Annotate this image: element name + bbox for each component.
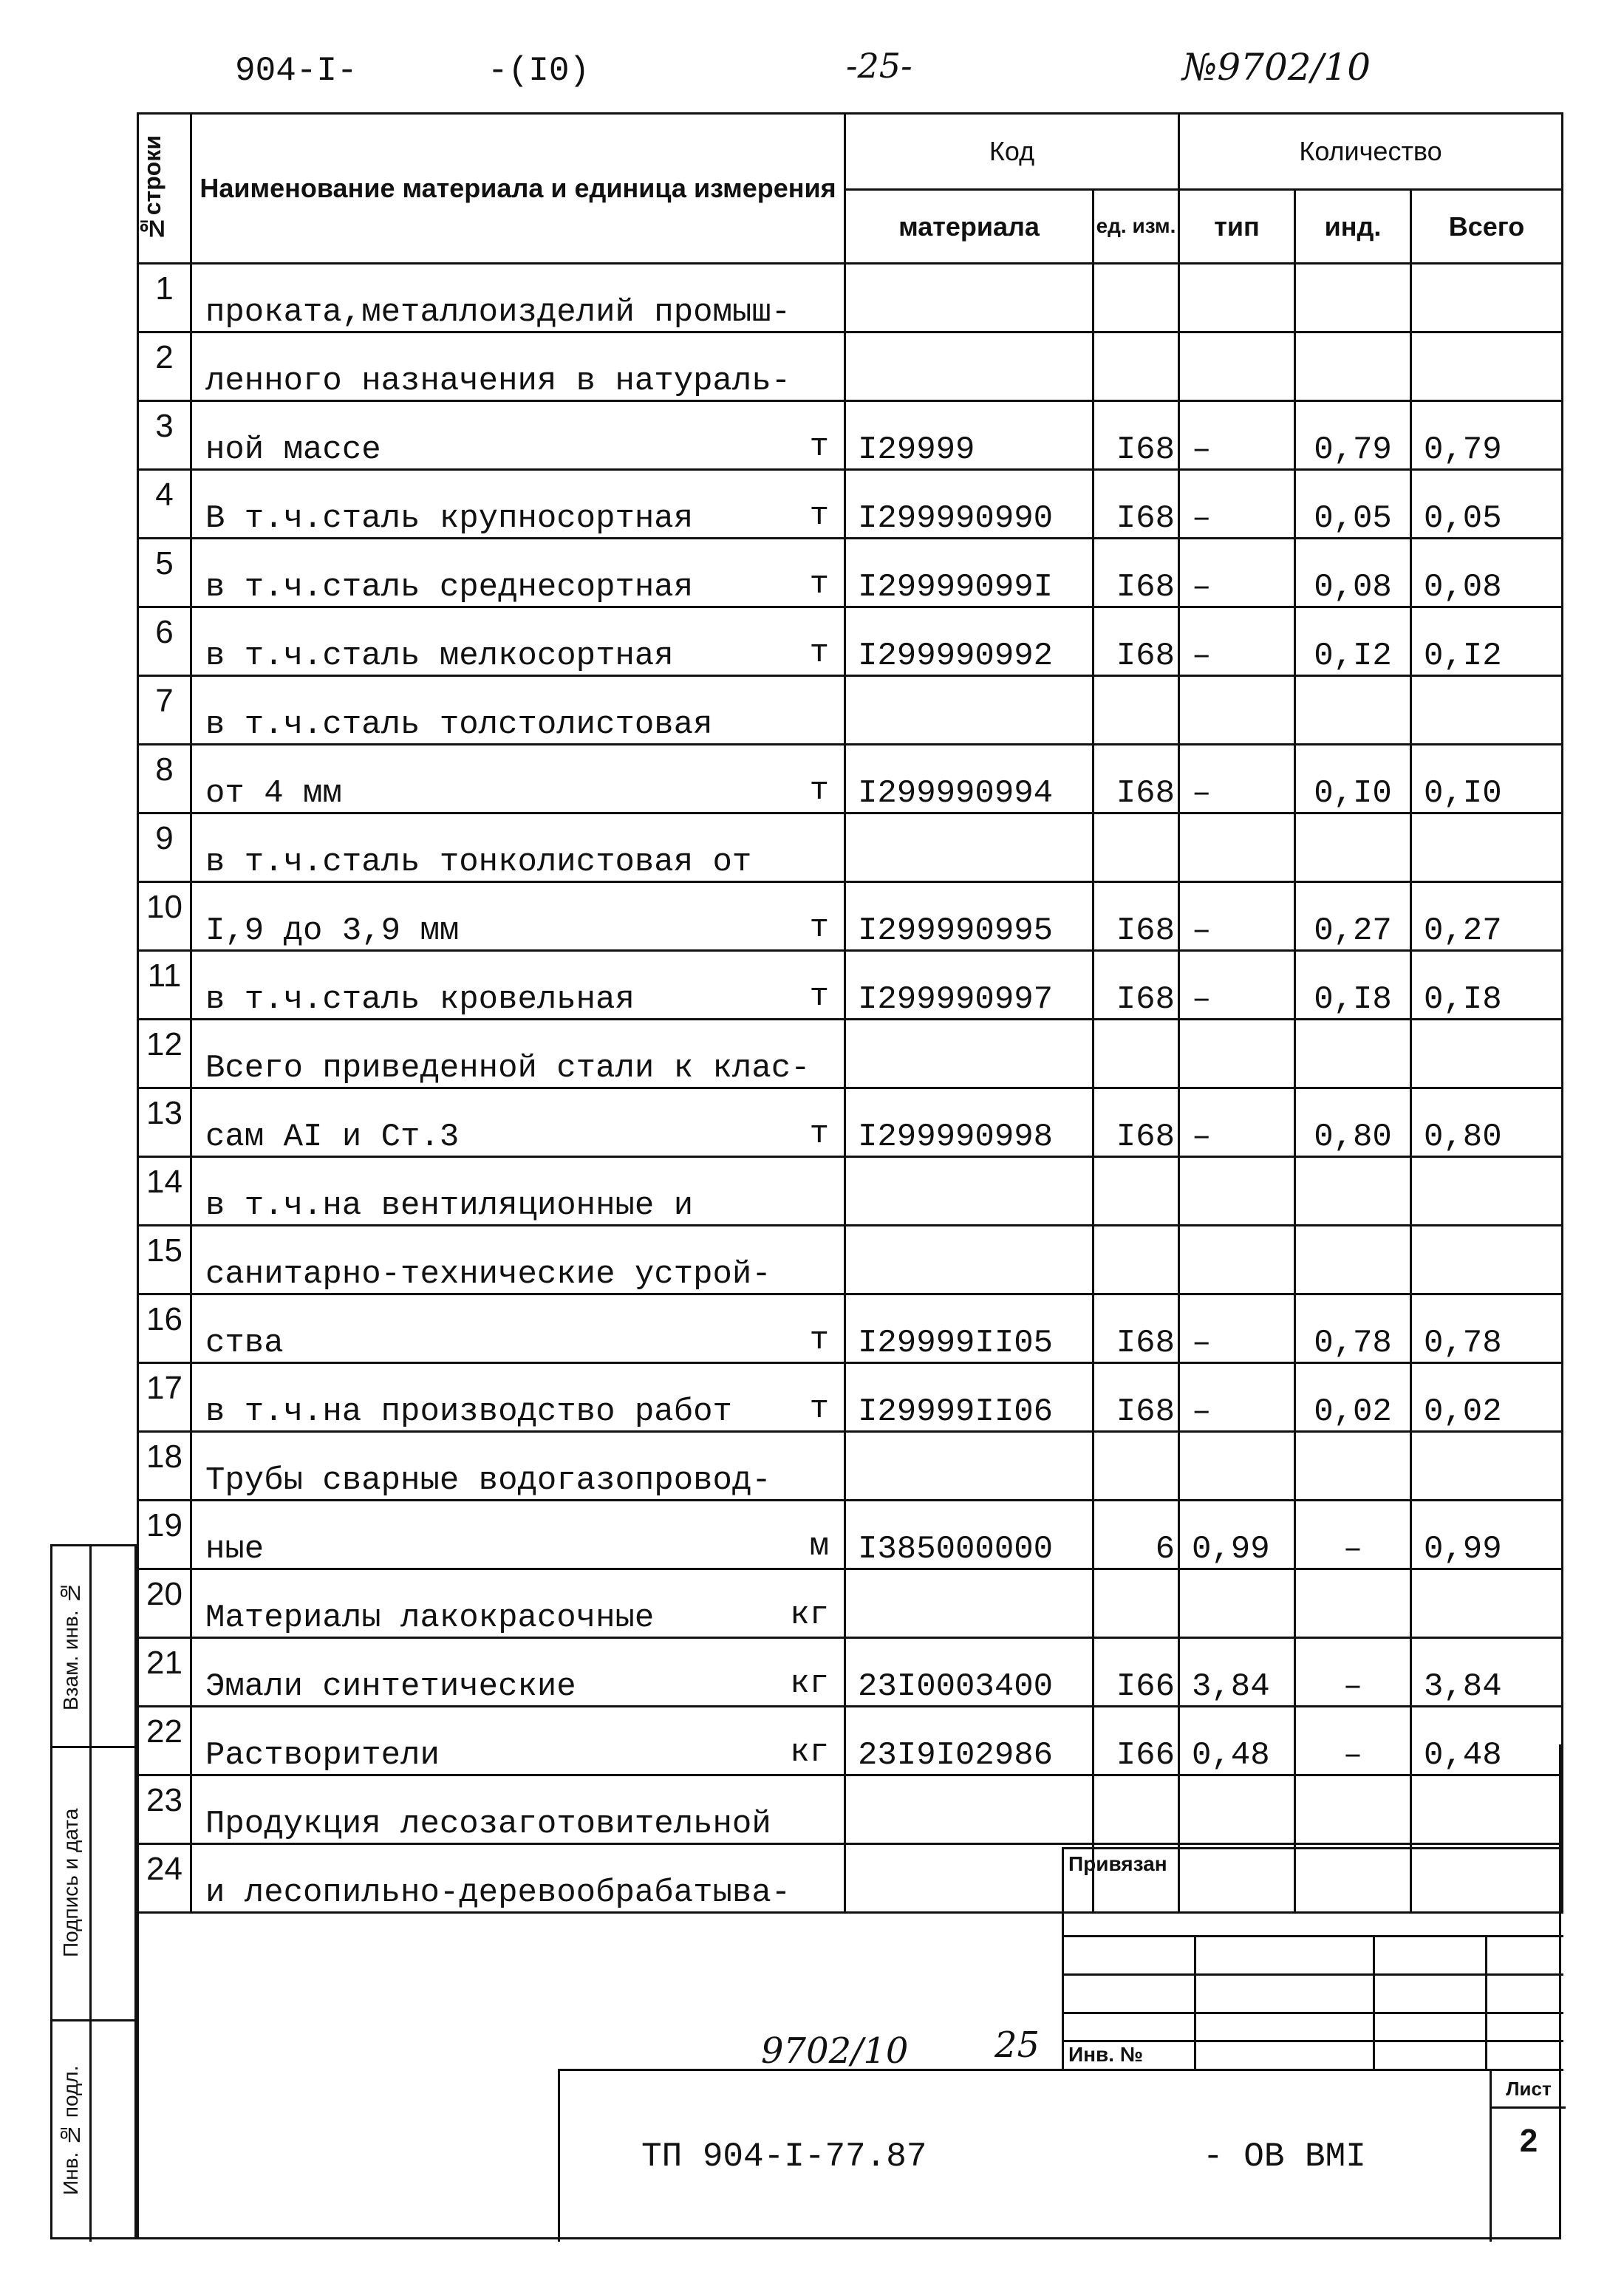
qty-ind: – xyxy=(1295,1501,1411,1569)
row-number: 10 xyxy=(138,882,191,951)
unit-code xyxy=(1094,1157,1179,1226)
material-code xyxy=(845,332,1094,401)
materials-rows xyxy=(138,264,1563,1913)
material-name xyxy=(191,332,845,401)
material-name-text: ства xyxy=(205,1325,284,1362)
qty-type: 0,99 xyxy=(1179,1501,1295,1569)
table-row xyxy=(138,332,1563,401)
material-name xyxy=(191,401,845,470)
qty-total: 0,08 xyxy=(1411,539,1563,607)
material-name-text: I,9 до 3,9 мм xyxy=(205,912,460,949)
document-suffix: - ОВ ВМI xyxy=(1203,2137,1366,2176)
qty-total xyxy=(1411,813,1563,882)
material-code: 23I0003400 xyxy=(845,1638,1094,1707)
measure-unit: т xyxy=(809,1391,829,1427)
qty-ind: 0,I8 xyxy=(1295,951,1411,1020)
qty-type: – xyxy=(1179,745,1295,813)
material-name-text: проката,металлоизделий промыш- xyxy=(205,294,791,331)
material-name xyxy=(191,1157,845,1226)
row-number: 18 xyxy=(138,1432,191,1501)
material-code xyxy=(845,1569,1094,1638)
qty-type: – xyxy=(1179,470,1295,539)
material-name xyxy=(191,676,845,745)
material-name-text: в т.ч.на вентиляционные и xyxy=(205,1187,694,1224)
material-code: I299990997 xyxy=(845,951,1094,1020)
qty-ind: 0,78 xyxy=(1295,1294,1411,1363)
variant-code: -(I0) xyxy=(488,52,590,90)
quantity-header: Количество xyxy=(1179,114,1563,190)
measure-unit: т xyxy=(809,635,829,672)
qty-type: – xyxy=(1179,1294,1295,1363)
table-row xyxy=(138,676,1563,745)
inv-number-label: Инв. № xyxy=(1068,2043,1144,2066)
sheet-label: Лист xyxy=(1492,2071,1566,2109)
table-row xyxy=(138,745,1563,813)
measure-unit: т xyxy=(809,978,829,1015)
unit-code: I68 xyxy=(1094,539,1179,607)
series-code: 904-I- xyxy=(235,52,358,90)
material-name-text: в т.ч.сталь кровельная xyxy=(205,981,635,1018)
qty-type xyxy=(1179,1020,1295,1088)
material-name xyxy=(191,264,845,332)
measure-unit: т xyxy=(809,429,829,465)
qty-type xyxy=(1179,1226,1295,1294)
measure-unit: м xyxy=(809,1528,829,1565)
vzam-inv-label: Взам. инв. № xyxy=(59,1581,82,1711)
page-number: -25- xyxy=(846,46,912,86)
qty-total: 0,99 xyxy=(1411,1501,1563,1569)
table-row xyxy=(138,882,1563,951)
table-row xyxy=(138,401,1563,470)
material-code xyxy=(845,813,1094,882)
qty-ind: 0,02 xyxy=(1295,1363,1411,1432)
unit-code xyxy=(1094,332,1179,401)
table-row xyxy=(138,813,1563,882)
table-row xyxy=(138,1638,1563,1707)
table-row xyxy=(138,607,1563,676)
material-name xyxy=(191,1020,845,1088)
material-name-text: в т.ч.сталь среднесортная xyxy=(205,569,694,606)
qty-total: 0,48 xyxy=(1411,1707,1563,1775)
measure-unit: кг xyxy=(790,1597,829,1634)
table-row xyxy=(138,1569,1563,1638)
unit-code: I68 xyxy=(1094,1294,1179,1363)
material-code: I299990994 xyxy=(845,745,1094,813)
material-name-text: Всего приведенной стали к клас- xyxy=(205,1050,811,1087)
qty-type: 0,48 xyxy=(1179,1707,1295,1775)
qty-type-header: тип xyxy=(1179,190,1295,264)
handwritten-page: 25 xyxy=(994,2024,1040,2066)
material-code xyxy=(845,1432,1094,1501)
measure-unit: кг xyxy=(790,1665,829,1702)
unit-code: I68 xyxy=(1094,401,1179,470)
material-name-text: Трубы сварные водогазопровод- xyxy=(205,1462,771,1499)
material-name xyxy=(191,607,845,676)
material-name-text: санитарно-технические устрой- xyxy=(205,1256,771,1293)
qty-ind: 0,I0 xyxy=(1295,745,1411,813)
row-number: 23 xyxy=(138,1775,191,1844)
material-name xyxy=(191,539,845,607)
qty-total: 0,27 xyxy=(1411,882,1563,951)
qty-total xyxy=(1411,676,1563,745)
qty-total xyxy=(1411,1432,1563,1501)
material-name xyxy=(191,1638,845,1707)
qty-ind xyxy=(1295,1157,1411,1226)
unit-code xyxy=(1094,676,1179,745)
qty-ind xyxy=(1295,676,1411,745)
materials-table-wrapper xyxy=(137,112,1561,1914)
inv-orig-label: Инв. № подл. xyxy=(59,2065,82,2196)
row-number: 4 xyxy=(138,470,191,539)
qty-ind: 0,79 xyxy=(1295,401,1411,470)
material-name-text: сам AI и Ст.3 xyxy=(205,1119,460,1156)
unit-code: 6 xyxy=(1094,1501,1179,1569)
row-number: 20 xyxy=(138,1569,191,1638)
unit-code: I68 xyxy=(1094,607,1179,676)
unit-code: I68 xyxy=(1094,882,1179,951)
qty-type: – xyxy=(1179,882,1295,951)
material-name-text: в т.ч.сталь мелкосортная xyxy=(205,638,674,675)
qty-type: 3,84 xyxy=(1179,1638,1295,1707)
qty-type: – xyxy=(1179,607,1295,676)
code-unit-header: ед. изм. xyxy=(1094,190,1179,264)
measure-unit: кг xyxy=(790,1734,829,1771)
table-row xyxy=(138,264,1563,332)
material-name xyxy=(191,1363,845,1432)
qty-ind: 0,08 xyxy=(1295,539,1411,607)
table-row xyxy=(138,1294,1563,1363)
code-header: Код xyxy=(845,114,1179,190)
row-number: 16 xyxy=(138,1294,191,1363)
attached-label: Привязан xyxy=(1068,1852,1167,1875)
qty-type xyxy=(1179,1157,1295,1226)
material-name-text: и лесопильно-деревообрабатыва- xyxy=(205,1874,791,1911)
table-row xyxy=(138,951,1563,1020)
material-name-text: от 4 мм xyxy=(205,775,342,812)
material-name-text: Растворители xyxy=(205,1737,440,1774)
qty-ind: – xyxy=(1295,1638,1411,1707)
row-number: 19 xyxy=(138,1501,191,1569)
qty-ind xyxy=(1295,813,1411,882)
materials-table xyxy=(137,112,1563,1914)
unit-code xyxy=(1094,1569,1179,1638)
material-name xyxy=(191,882,845,951)
qty-total-header: Всего xyxy=(1411,190,1563,264)
unit-code: I68 xyxy=(1094,1363,1179,1432)
table-row xyxy=(138,1501,1563,1569)
table-row xyxy=(138,1363,1563,1432)
unit-code xyxy=(1094,1432,1179,1501)
material-code: I29999 xyxy=(845,401,1094,470)
side-stamp xyxy=(50,1544,137,2239)
qty-type: – xyxy=(1179,539,1295,607)
row-number: 12 xyxy=(138,1020,191,1088)
material-name xyxy=(191,470,845,539)
qty-type xyxy=(1179,1432,1295,1501)
sheet-number: 2 xyxy=(1519,2123,1538,2159)
row-number: 8 xyxy=(138,745,191,813)
handwritten-number: 9702/10 xyxy=(761,2030,909,2072)
qty-total xyxy=(1411,332,1563,401)
material-code: I299990998 xyxy=(845,1088,1094,1157)
material-code: I299990992 xyxy=(845,607,1094,676)
qty-type: – xyxy=(1179,951,1295,1020)
row-number: 22 xyxy=(138,1707,191,1775)
qty-ind: 0,27 xyxy=(1295,882,1411,951)
material-name xyxy=(191,1569,845,1638)
qty-total xyxy=(1411,1569,1563,1638)
row-number: 9 xyxy=(138,813,191,882)
unit-code xyxy=(1094,1020,1179,1088)
qty-type xyxy=(1179,676,1295,745)
material-code: I299990990 xyxy=(845,470,1094,539)
qty-total: 0,80 xyxy=(1411,1088,1563,1157)
material-code: I29999II05 xyxy=(845,1294,1094,1363)
measure-unit: т xyxy=(809,772,829,809)
material-code xyxy=(845,676,1094,745)
material-code: 23I9I02986 xyxy=(845,1707,1094,1775)
unit-code xyxy=(1094,1226,1179,1294)
row-number: 1 xyxy=(138,264,191,332)
material-name-text: Эмали синтетические xyxy=(205,1668,576,1705)
qty-total: 0,78 xyxy=(1411,1294,1563,1363)
material-name-text: ной массе xyxy=(205,431,381,468)
unit-code: I68 xyxy=(1094,470,1179,539)
table-row xyxy=(138,470,1563,539)
measure-unit: т xyxy=(809,497,829,534)
unit-code: I66 xyxy=(1094,1638,1179,1707)
qty-type: – xyxy=(1179,401,1295,470)
qty-ind xyxy=(1295,332,1411,401)
qty-total xyxy=(1411,264,1563,332)
qty-total: 0,79 xyxy=(1411,401,1563,470)
qty-ind: – xyxy=(1295,1707,1411,1775)
qty-type xyxy=(1179,332,1295,401)
row-number: 13 xyxy=(138,1088,191,1157)
material-name-text: в т.ч.сталь тонколистовая от xyxy=(205,844,752,881)
material-name xyxy=(191,1432,845,1501)
qty-type xyxy=(1179,813,1295,882)
qty-ind xyxy=(1295,1432,1411,1501)
qty-total: 3,84 xyxy=(1411,1638,1563,1707)
material-code xyxy=(845,264,1094,332)
qty-ind xyxy=(1295,1569,1411,1638)
table-row xyxy=(138,1157,1563,1226)
row-number: 24 xyxy=(138,1844,191,1913)
attachment-block xyxy=(1062,1847,1563,2071)
qty-ind xyxy=(1295,264,1411,332)
row-number: 21 xyxy=(138,1638,191,1707)
material-name-text: Материалы лакокрасочные xyxy=(205,1600,655,1637)
qty-ind: 0,80 xyxy=(1295,1088,1411,1157)
unit-code: I68 xyxy=(1094,1088,1179,1157)
qty-total: 0,02 xyxy=(1411,1363,1563,1432)
row-number: 5 xyxy=(138,539,191,607)
material-code: I29999II06 xyxy=(845,1363,1094,1432)
row-number: 17 xyxy=(138,1363,191,1432)
material-name-text: в т.ч.на производство работ xyxy=(205,1393,732,1430)
material-code xyxy=(845,1226,1094,1294)
measure-unit: т xyxy=(809,1322,829,1359)
table-row xyxy=(138,1088,1563,1157)
qty-ind xyxy=(1295,1226,1411,1294)
qty-ind: 0,I2 xyxy=(1295,607,1411,676)
qty-ind-header: инд. xyxy=(1295,190,1411,264)
row-number: 7 xyxy=(138,676,191,745)
sign-date-label: Подпись и дата xyxy=(59,1808,82,1957)
qty-total xyxy=(1411,1020,1563,1088)
qty-total: 0,I0 xyxy=(1411,745,1563,813)
material-name xyxy=(191,1226,845,1294)
row-number: 2 xyxy=(138,332,191,401)
material-code xyxy=(845,1157,1094,1226)
row-number-header: №строки xyxy=(138,114,191,264)
table-row xyxy=(138,1432,1563,1501)
material-name xyxy=(191,951,845,1020)
qty-type: – xyxy=(1179,1363,1295,1432)
material-name-text: в т.ч.сталь толстолистовая xyxy=(205,706,713,743)
qty-type xyxy=(1179,264,1295,332)
qty-ind xyxy=(1295,1020,1411,1088)
row-number: 15 xyxy=(138,1226,191,1294)
qty-ind: 0,05 xyxy=(1295,470,1411,539)
material-name-text: Продукция лесозаготовительной xyxy=(205,1806,771,1843)
row-number: 6 xyxy=(138,607,191,676)
measure-unit: т xyxy=(809,910,829,946)
document-code: ТП 904-I-77.87 xyxy=(641,2137,927,2176)
material-code xyxy=(845,1020,1094,1088)
material-name xyxy=(191,1294,845,1363)
row-number: 11 xyxy=(138,951,191,1020)
material-name-text: В т.ч.сталь крупносортная xyxy=(205,500,694,537)
measure-unit: т xyxy=(809,566,829,603)
qty-total: 0,I2 xyxy=(1411,607,1563,676)
material-name-text: ные xyxy=(205,1531,265,1568)
unit-code: I66 xyxy=(1094,1707,1179,1775)
row-number: 3 xyxy=(138,401,191,470)
measure-unit: т xyxy=(809,1116,829,1153)
unit-code: I68 xyxy=(1094,951,1179,1020)
main-stamp xyxy=(558,2069,1563,2242)
row-number: 14 xyxy=(138,1157,191,1226)
table-row xyxy=(138,1020,1563,1088)
material-name xyxy=(191,1501,845,1569)
material-name xyxy=(191,813,845,882)
table-row xyxy=(138,1226,1563,1294)
unit-code xyxy=(1094,264,1179,332)
qty-type xyxy=(1179,1569,1295,1638)
archive-number: №9702/10 xyxy=(1182,46,1371,89)
material-name xyxy=(191,745,845,813)
material-code: I385000000 xyxy=(845,1501,1094,1569)
material-name-text: ленного назначения в натураль- xyxy=(205,363,791,400)
material-code: I29999099I xyxy=(845,539,1094,607)
qty-total xyxy=(1411,1157,1563,1226)
unit-code xyxy=(1094,813,1179,882)
material-name xyxy=(191,1088,845,1157)
code-material-header: материала xyxy=(845,190,1094,264)
material-code: I299990995 xyxy=(845,882,1094,951)
qty-type: – xyxy=(1179,1088,1295,1157)
name-header: Наименование материала и единица измерения xyxy=(191,114,845,264)
table-row xyxy=(138,539,1563,607)
qty-total: 0,05 xyxy=(1411,470,1563,539)
qty-total: 0,I8 xyxy=(1411,951,1563,1020)
qty-total xyxy=(1411,1226,1563,1294)
unit-code: I68 xyxy=(1094,745,1179,813)
